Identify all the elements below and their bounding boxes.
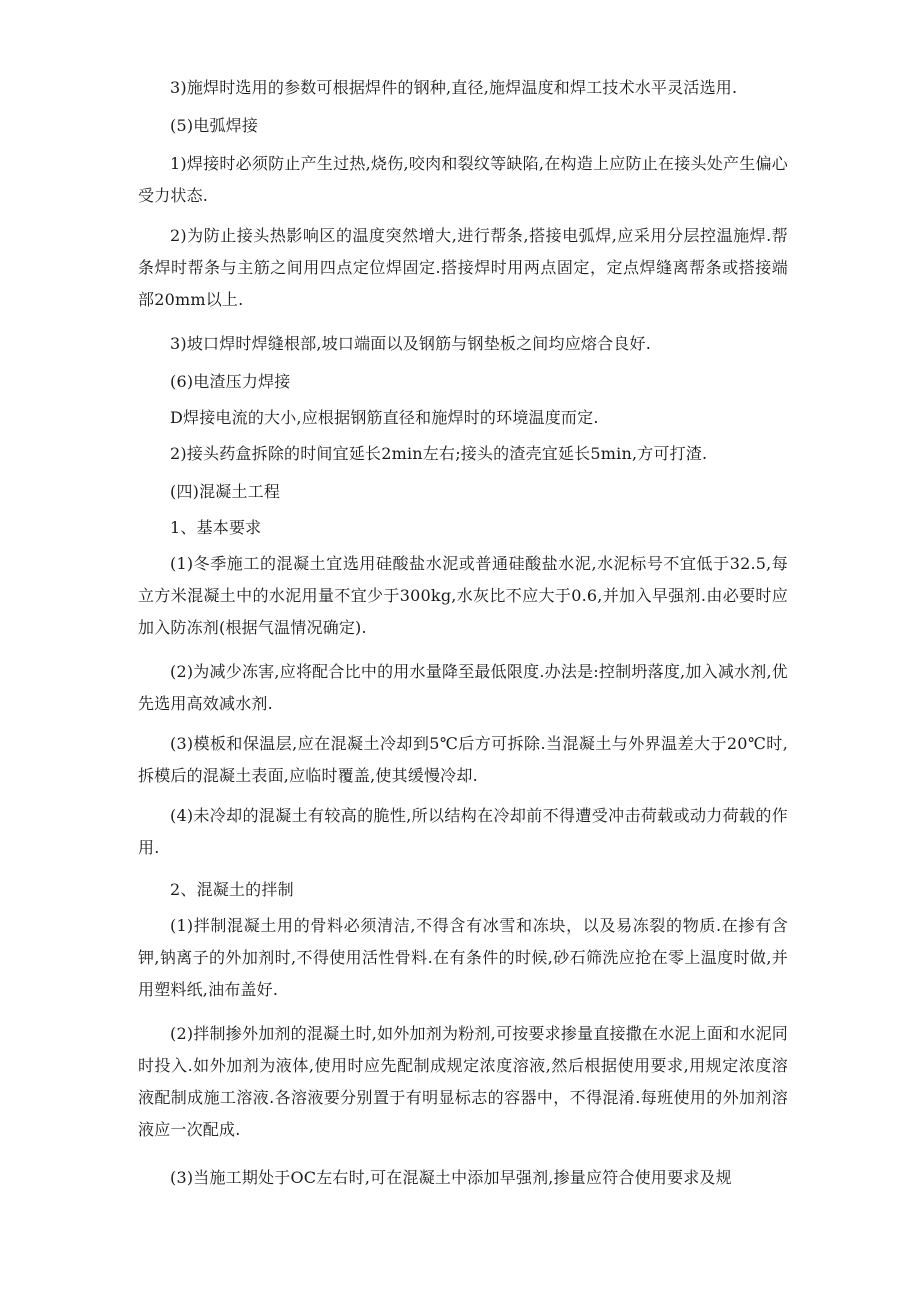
paragraph-concrete-1: (1)冬季施工的混凝土宜选用硅酸盐水泥或普通硅酸盐水泥,水泥标号不宜低于32.5,每立方米混凝土中的水泥用量不宜少于300kg,水灰比不应大于0.6,并加入早强剂.由必要时应加入防冻剂(根据气温情况确定).: [138, 554, 788, 637]
paragraph-concrete-3: (3)模板和保温层,应在混凝土冷却到5℃后方可拆除.当混凝土与外界温差大于20℃时,拆模后的混凝土表面,应临时覆盖,使其缓慢冷却.: [138, 734, 788, 785]
paragraph-mixing-3: (3)当施工期处于OC左右时,可在混凝土中添加早强剂,掺量应符合使用要求及规: [170, 1168, 732, 1187]
paragraph-arc-1: 1)焊接时必须防止产生过热,烧伤,咬肉和裂纹等缺陷,在构造上应防止在接头处产生偏心受力状态.: [138, 154, 788, 205]
paragraph-arc-3: 3)坡口焊时焊缝根部,坡口端面以及钢筋与钢垫板之间均应熔合良好.: [170, 334, 651, 353]
paragraph-weld-params: 3)施焊时选用的参数可根据焊件的钢种,直径,施焊温度和焊工技术水平灵活选用.: [170, 78, 738, 97]
heading-arc-welding: (5)电弧焊接: [170, 116, 259, 135]
paragraph-arc-2: 2)为防止接头热影响区的温度突然增大,进行帮条,搭接电弧焊,应采用分层控温施焊.帮条焊时帮条与主筋之间用四点定位焊固定.搭接焊时用两点固定，定点焊缝离帮条或搭接端部20mm以上.: [138, 226, 788, 309]
paragraph-mixing-1: (1)拌制混凝土用的骨料必须清洁,不得含有冰雪和冻块，以及易冻裂的物质.在掺有含钾,钠离子的外加剂时,不得使用活性骨料.在有条件的时候,砂石筛洗应抢在零上温度时做,并用塑料纸,油布盖好.: [138, 916, 788, 999]
heading-concrete-works: (四)混凝土工程: [170, 482, 281, 501]
paragraph-concrete-2: (2)为减少冻害,应将配合比中的用水量降至最低限度.办法是:控制坍落度,加入减水剂,优先选用高效减水剂.: [138, 662, 788, 713]
paragraph-electroslag-2: 2)接头药盒拆除的时间宜延长2min左右;接头的渣壳宜延长5min,方可打渣.: [170, 444, 708, 463]
heading-basic-requirements: 1、基本要求: [170, 518, 262, 537]
paragraph-electroslag-1: D焊接电流的大小,应根据钢筋直径和施焊时的环境温度而定.: [170, 408, 599, 427]
heading-electroslag-welding: (6)电渣压力焊接: [170, 372, 291, 391]
paragraph-mixing-2: (2)拌制掺外加剂的混凝土时,如外加剂为粉剂,可按要求掺量直接撒在水泥上面和水泥同时投入.如外加剂为液体,使用时应先配制成规定浓度溶液,然后根据使用要求,用规定浓度溶液配制成施工溶液.各溶液要分别置于有明显标志的容器中，不得混淆.每班使用的外加剂溶液应一次配成.: [138, 1024, 788, 1139]
heading-concrete-mixing: 2、混凝土的拌制: [170, 880, 294, 899]
paragraph-concrete-4: (4)未冷却的混凝土有较高的脆性,所以结构在冷却前不得遭受冲击荷载或动力荷载的作用.: [138, 806, 788, 857]
